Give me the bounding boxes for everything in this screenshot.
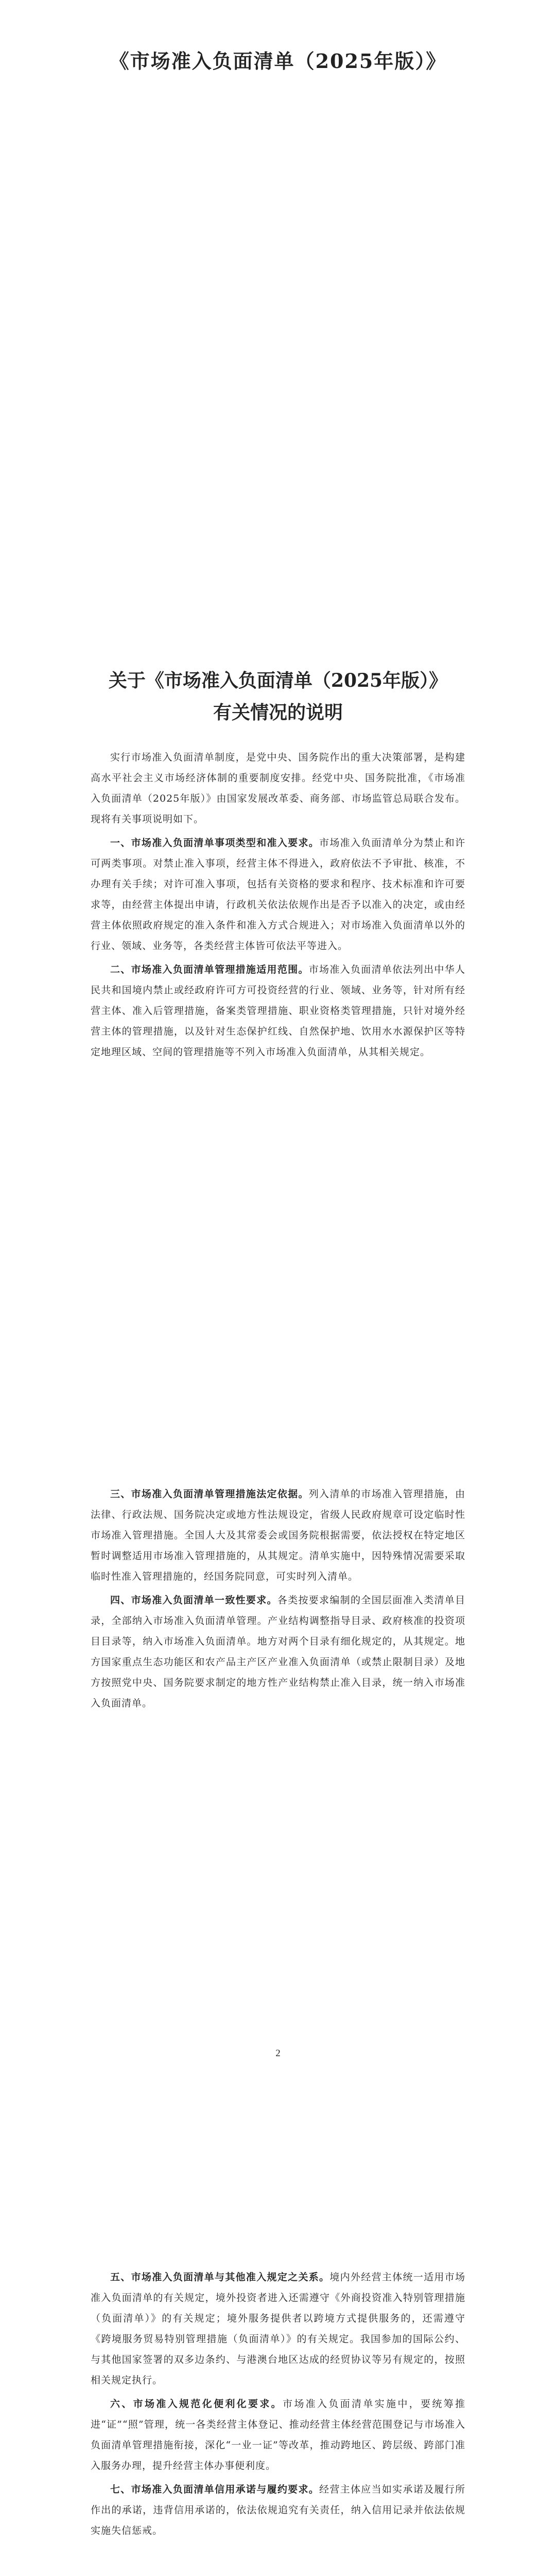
section-3-heading: 三、市场准入负面清单管理措施法定依据。 (110, 1488, 309, 1500)
page-number-2: 2 (275, 2048, 281, 2059)
section-5-body: 境内外经营主体统一适用市场准入负面清单的有关规定，境外投资者进入还需遵守《外商投资准入特别管理措施（负面清单）》的有关规定；境外服务提供者以跨境方式提供服务的，还需遵守《跨境服务贸易特别管理措施（负面清单）》的有关规定。我国参加的国际公约、与其他国家签署的双多边条约、与港澳台地区达成的经贸协议等另有规定的，按照相关规定执行。 (91, 2272, 465, 2386)
intro-paragraph: 实行市场准入负面清单制度，是党中央、国务院作出的重大决策部署，是构建高水平社会主义市场经济体制的重要制度安排。经党中央、国务院批准，《市场准入负面清单（2025年版）》由国家发展改革委、商务部、市场监管总局联合发布。现将有关事项说明如下。 (91, 752, 465, 825)
section-2 (91, 959, 465, 1062)
page-3-body (91, 2267, 465, 2544)
section-1-heading: 一、市场准入负面清单事项类型和准入要求。 (110, 837, 320, 849)
section-4-heading: 四、市场准入负面清单一致性要求。 (110, 1595, 277, 1606)
page-1-body (91, 747, 465, 1065)
document-title-line-2: 有关情况的说明 (213, 702, 343, 723)
section-7 (91, 2479, 465, 2541)
section-2-heading: 二、市场准入负面清单管理措施适用范围。 (110, 964, 309, 975)
section-1-body: 市场准入负面清单分为禁止和许可两类事项。对禁止准入事项，经营主体不得进入，政府依法不予审批、核准，不办理有关手续；对许可准入事项，包括有关资格的要求和程序、技术标准和许可要求等，由经营主体提出申请，行政机关依法依规作出是否予以准入的决定，或由经营主体依照政府规定的准入条件和准入方式合规进入；对市场准入负面清单以外的行业、领域、业务等，各类经营主体皆可依法平等进入。 (91, 837, 465, 952)
section-2-body: 市场准入负面清单依法列出中华人民共和国境内禁止或经政府许可方可投资经营的行业、领域、业务等，针对所有经营主体、准入后管理措施，备案类管理措施、职业资格类管理措施，只针对境外经营主体的管理措施，以及针对生态保护红线、自然保护地、饮用水水源保护区等特定地理区域、空间的管理措施等不列入市场准入负面清单，从其相关规定。 (91, 964, 465, 1058)
section-6-body: 市场准入负面清单实施中，要统筹推进“证”“照”管理，统一各类经营主体登记、推动经营主体经营范围登记与市场准入负面清单管理措施衔接，深化“一业一证”等改革，推动跨地区、跨层级、跨部门准入服务办理，提升经营主体办事便利度。 (91, 2398, 465, 2471)
section-5 (91, 2267, 465, 2391)
page-2-body (91, 1484, 465, 1717)
section-3-body: 列入清单的市场准入管理措施，由法律、行政法规、国务院决定或地方性法规设定，省级人民政府规章可设定临时性市场准入管理措施。全国人大及其常委会或国务院根据需要，依法授权在特定地区暂时调整适用市场准入管理措施的，从其规定。清单实施中，因特殊情况需要采取临时性准入管理措施的，经国务院同意，可实时列入清单。 (91, 1488, 465, 1582)
section-7-heading: 七、市场准入负面清单信用承诺与履约要求。 (110, 2484, 320, 2495)
section-6 (91, 2394, 465, 2476)
section-6-heading: 六、市场准入规范化便利化要求。 (110, 2398, 283, 2410)
document-title-line-1: 关于《市场准入负面清单（2025年版）》 (108, 670, 448, 691)
section-1 (91, 833, 465, 956)
section-4-body: 各类按要求编制的全国层面准入类清单目录，全部纳入市场准入负面清单管理。产业结构调整指导目录、政府核准的投资项目目录等，纳入市场准入负面清单。地方对两个目录有细化规定的，从其规定。地方国家重点生态功能区和农产品主产区产业准入负面清单（或禁止限制目录）及地方按照党中央、国务院要求制定的地方性产业结构禁止准入目录，统一纳入市场准入负面清单。 (91, 1595, 465, 1709)
section-3 (91, 1484, 465, 1587)
section-4 (91, 1590, 465, 1714)
section-5-heading: 五、市场准入负面清单与其他准入规定之关系。 (110, 2272, 330, 2283)
section-7-body: 经营主体应当如实承诺及履行所作出的承诺，违背信用承诺的，依法依规追究有关责任，纳入信用记录并依法依规实施失信惩戒。 (91, 2484, 465, 2536)
page-title: 《市场准入负面清单（2025年版）》 (109, 49, 447, 73)
document-title (0, 665, 556, 728)
